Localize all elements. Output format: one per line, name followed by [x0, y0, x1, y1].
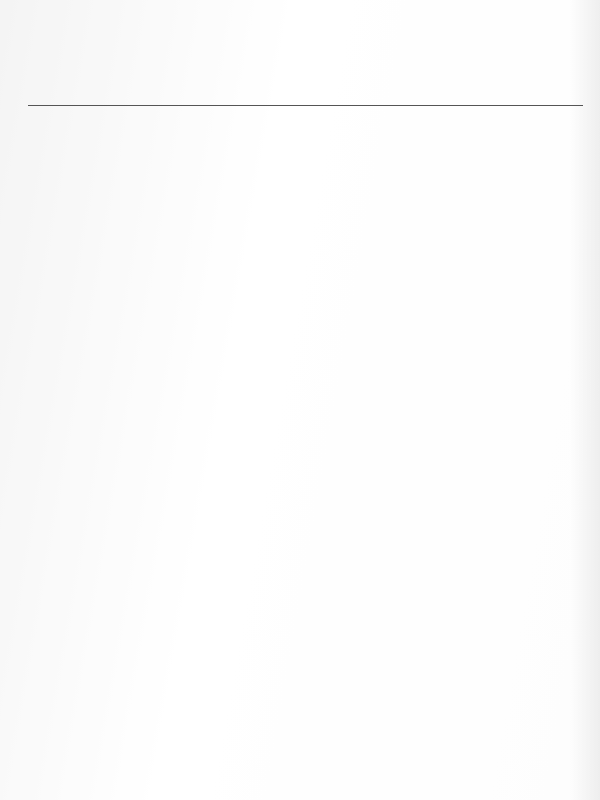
drs-barcode	[243, 48, 365, 70]
col-signature	[396, 92, 583, 106]
col-weight	[127, 92, 161, 106]
col-consignee	[191, 92, 339, 106]
col-remarks	[339, 92, 396, 106]
col-sno	[28, 92, 50, 106]
delivery-table	[28, 92, 583, 106]
col-pcs	[161, 92, 191, 106]
col-consignment	[50, 92, 127, 106]
table-header-row	[28, 92, 583, 106]
page-shadow	[570, 0, 600, 800]
